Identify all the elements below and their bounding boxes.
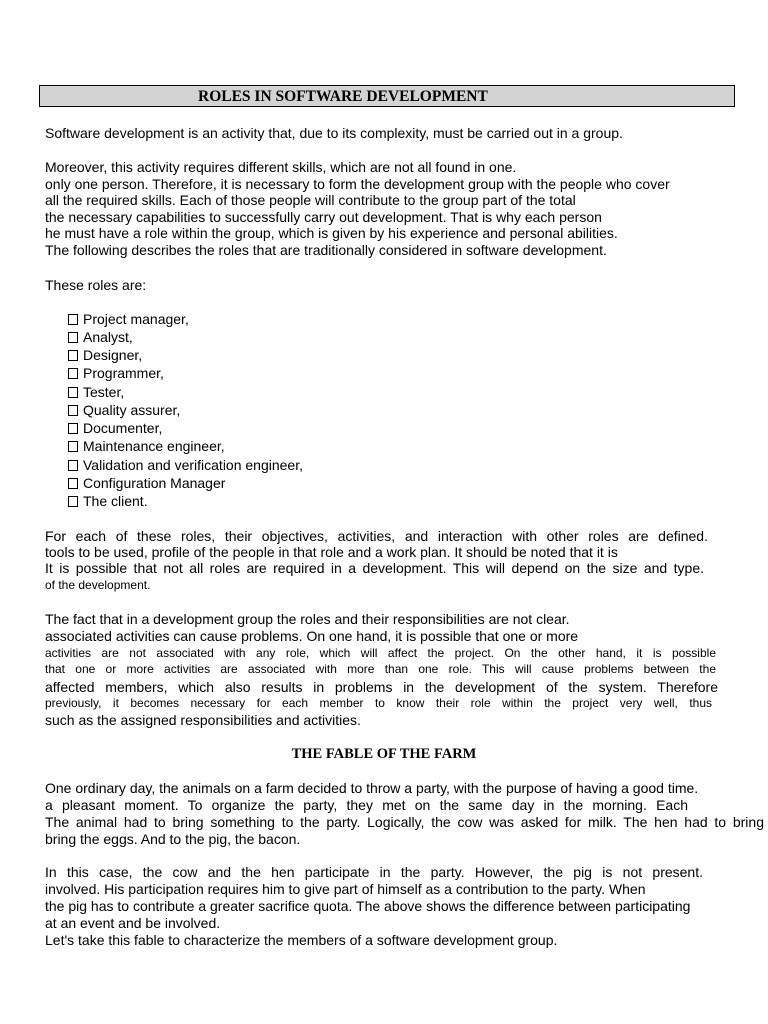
roles-intro: These roles are: [45, 277, 147, 293]
para1-line: only one person. Therefore, it is necessary to form the development group with the people who cover [45, 176, 670, 192]
role-label: Tester, [83, 384, 125, 400]
role-item [68, 420, 162, 437]
para3-line: previously, it becomes necessary for each member to know their role within the project very well, thus [45, 696, 712, 710]
role-label: The client. [83, 493, 148, 509]
checkbox-square-icon [68, 368, 78, 379]
role-item [68, 457, 303, 474]
checkbox-square-icon [68, 460, 78, 471]
fable-title: THE FABLE OF THE FARM [291, 746, 477, 762]
para4-line: One ordinary day, the animals on a farm decided to throw a party, with the purpose of having a good time. [45, 780, 699, 796]
para1-line: the necessary capabilities to successfully carry out development. That is why each person [45, 209, 602, 225]
para3-line: affected members, which also results in problems in the development of the system. Therefore [45, 679, 718, 695]
role-item [68, 402, 180, 419]
para3-line: that one or more activities are associated with more than one role. This will cause problems between the [45, 662, 716, 676]
role-label: Designer, [83, 347, 143, 363]
para3-line: associated activities can cause problems. On one hand, it is possible that one or more [45, 628, 579, 644]
para2-line: tools to be used, profile of the people in that role and a work plan. It should be noted that it is [45, 544, 618, 560]
page-title: ROLES IN SOFTWARE DEVELOPMENT [198, 88, 488, 105]
role-item [68, 493, 148, 510]
para3-line: such as the assigned responsibilities and activities. [45, 712, 361, 728]
checkbox-square-icon [68, 350, 78, 361]
title-box [39, 85, 735, 107]
para1-line: Moreover, this activity requires different skills, which are not all found in one. [45, 159, 517, 175]
role-item [68, 475, 225, 492]
para2-line: For each of these roles, their objectives, activities, and interaction with other roles are defined. [45, 528, 708, 544]
role-item [68, 347, 142, 364]
para4-line: The animal had to bring something to the party. Logically, the cow was asked for milk. The hen had to bring [45, 814, 764, 830]
role-item [68, 329, 133, 346]
role-label: Configuration Manager [83, 475, 226, 491]
para3-line: activities are not associated with any role, which will affect the project. On the other hand, it is possible [45, 646, 716, 660]
role-item [68, 311, 189, 328]
checkbox-square-icon [68, 405, 78, 416]
role-label: Project manager, [83, 311, 189, 327]
checkbox-square-icon [68, 496, 78, 507]
para2-line: It is possible that not all roles are required in a development. This will depend on the size and type. [45, 560, 704, 576]
role-item [68, 365, 164, 382]
intro-line: Software development is an activity that, due to its complexity, must be carried out in a group. [45, 125, 623, 141]
role-label: Documenter, [83, 420, 163, 436]
checkbox-square-icon [68, 423, 78, 434]
para5-line: Let's take this fable to characterize the members of a software development group. [45, 932, 558, 948]
role-label: Maintenance engineer, [83, 438, 225, 454]
role-label: Quality assurer, [83, 402, 181, 418]
para5-line: at an event and be involved. [45, 915, 221, 931]
para5-line: involved. His participation requires him to give part of himself as a contribution to the party. When [45, 881, 646, 897]
role-label: Analyst, [83, 329, 133, 345]
para3-line: The fact that in a development group the roles and their responsibilities are not clear. [45, 611, 570, 627]
checkbox-square-icon [68, 441, 78, 452]
checkbox-square-icon [68, 332, 78, 343]
checkbox-square-icon [68, 387, 78, 398]
para5-line: In this case, the cow and the hen participate in the party. However, the pig is not present. [45, 864, 703, 880]
para1-line: The following describes the roles that are traditionally considered in software development. [45, 242, 607, 258]
para1-line: all the required skills. Each of those people will contribute to the group part of the total [45, 192, 576, 208]
para5-line: the pig has to contribute a greater sacrifice quota. The above shows the difference between participating [45, 898, 691, 914]
para1-line: he must have a role within the group, which is given by his experience and personal abilities. [45, 225, 618, 241]
checkbox-square-icon [68, 314, 78, 325]
para2-line: of the development. [45, 578, 151, 592]
checkbox-square-icon [68, 478, 78, 489]
role-item [68, 438, 225, 455]
role-label: Validation and verification engineer, [83, 457, 304, 473]
role-item [68, 384, 124, 401]
para4-line: bring the eggs. And to the pig, the bacon. [45, 831, 301, 847]
para4-line: a pleasant moment. To organize the party, they met on the same day in the morning. Each [45, 797, 688, 813]
role-label: Programmer, [83, 365, 164, 381]
